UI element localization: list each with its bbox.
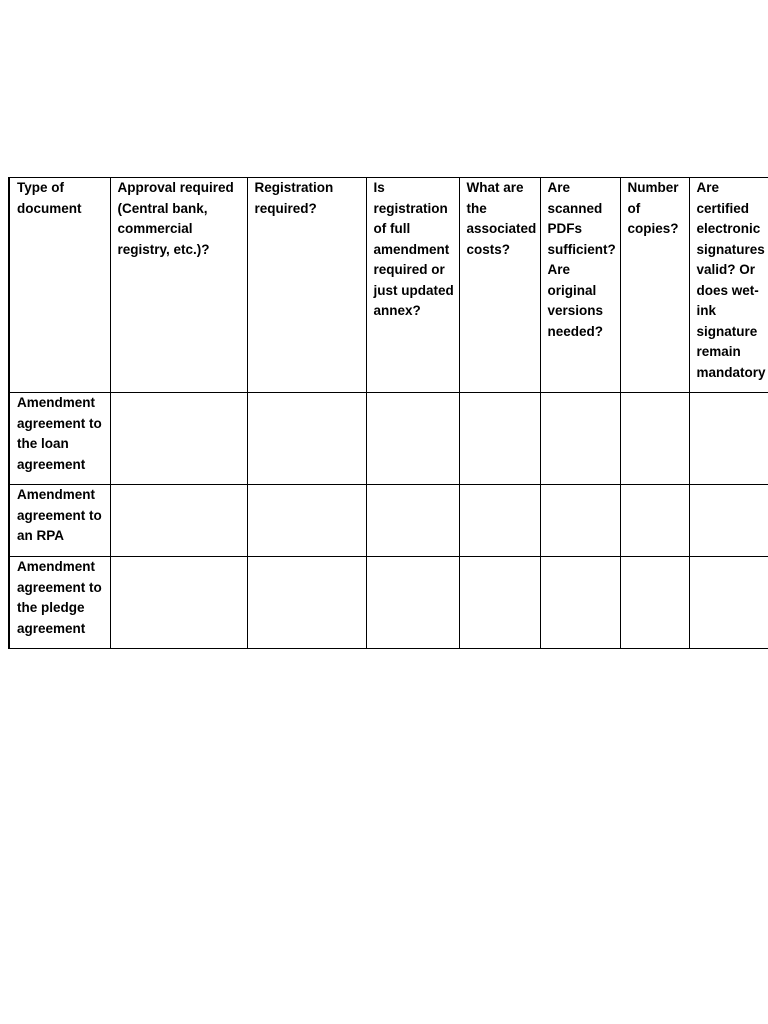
row-label-cell: Amendment agreement to an RPA: [9, 485, 110, 557]
table-cell: [689, 393, 768, 485]
header-cell-full-registration: Is registration of full amendment required or just updated annex?: [366, 178, 459, 393]
header-cell-associated-costs: What are the associated costs?: [459, 178, 540, 393]
table-cell: [620, 485, 689, 557]
table-cell: [247, 485, 366, 557]
row-label-cell: Amendment agreement to the pledge agreement: [9, 557, 110, 649]
table-cell: [459, 393, 540, 485]
table-cell: [620, 393, 689, 485]
table-cell: [459, 485, 540, 557]
table-cell: [689, 557, 768, 649]
table-row: [9, 393, 768, 485]
table-row: [9, 557, 768, 649]
table-cell: [540, 485, 620, 557]
table-cell: [459, 557, 540, 649]
table-cell: [247, 393, 366, 485]
table-cell: [110, 557, 247, 649]
table-cell: [366, 485, 459, 557]
header-cell-approval-required: Approval required (Central bank, commercial registry, etc.)?: [110, 178, 247, 393]
header-cell-document-type: Type of document: [9, 178, 110, 393]
table-cell: [540, 557, 620, 649]
header-cell-registration-required: Registration required?: [247, 178, 366, 393]
row-label-cell: Amendment agreement to the loan agreement: [9, 393, 110, 485]
table-header-row: [9, 178, 768, 393]
table-cell: [247, 557, 366, 649]
table-cell: [366, 557, 459, 649]
table-cell: [540, 393, 620, 485]
table-cell: [620, 557, 689, 649]
table-cell: [110, 485, 247, 557]
header-cell-number-of-copies: Number of copies?: [620, 178, 689, 393]
table-cell: [110, 393, 247, 485]
requirements-table: [8, 177, 768, 649]
table-cell: [689, 485, 768, 557]
header-cell-scanned-pdfs: Are scanned PDFs sufficient? Are original versions needed?: [540, 178, 620, 393]
header-cell-electronic-signatures: Are certified electronic signatures valid? Or does wet-ink signature remain mandatory: [689, 178, 768, 393]
table-row: [9, 485, 768, 557]
table-cell: [366, 393, 459, 485]
